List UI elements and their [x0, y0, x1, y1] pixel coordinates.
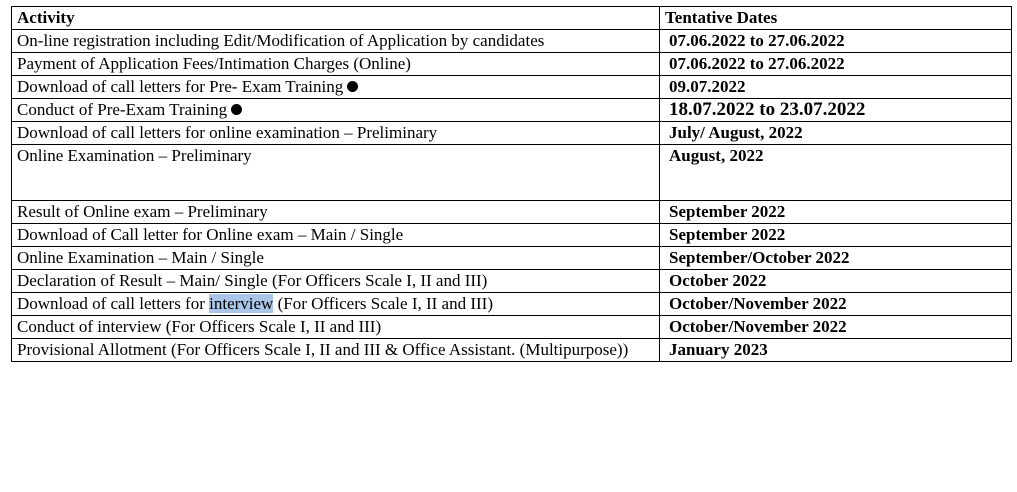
schedule-table [11, 6, 1012, 362]
activity-cell: Declaration of Result – Main/ Single (For Officers Scale I, II and III) [12, 270, 660, 293]
activity-cell: Provisional Allotment (For Officers Scale I, II and III & Office Assistant. (Multipurpose)) [12, 339, 660, 362]
date-cell: January 2023 [660, 339, 1012, 362]
activity-cell: Online Examination – Preliminary [12, 145, 660, 201]
date-cell: October/November 2022 [660, 293, 1012, 316]
table-row [12, 122, 1012, 145]
activity-text: (For Officers Scale I, II and III) [273, 294, 493, 313]
table-row [12, 99, 1012, 122]
date-cell: July/ August, 2022 [660, 122, 1012, 145]
table-row [12, 316, 1012, 339]
activity-cell [12, 76, 660, 99]
table-row [12, 247, 1012, 270]
bullet-icon [231, 104, 242, 115]
table-row [12, 293, 1012, 316]
activity-cell: Online Examination – Main / Single [12, 247, 660, 270]
table-row [12, 76, 1012, 99]
activity-text: Conduct of Pre-Exam Training [17, 100, 228, 119]
activity-cell: Result of Online exam – Preliminary [12, 201, 660, 224]
date-cell: August, 2022 [660, 145, 1012, 201]
activity-cell [12, 293, 660, 316]
table-row [12, 339, 1012, 362]
header-row [12, 7, 1012, 30]
date-cell: 07.06.2022 to 27.06.2022 [660, 30, 1012, 53]
date-cell: September 2022 [660, 201, 1012, 224]
date-cell: 09.07.2022 [660, 76, 1012, 99]
date-cell: September/October 2022 [660, 247, 1012, 270]
activity-cell [12, 99, 660, 122]
table-row [12, 224, 1012, 247]
table-row [12, 201, 1012, 224]
activity-cell: Conduct of interview (For Officers Scale I, II and III) [12, 316, 660, 339]
activity-text: Download of call letters for [17, 294, 210, 313]
table-row [12, 145, 1012, 201]
activity-header: Activity [12, 7, 660, 30]
dates-header: Tentative Dates [660, 7, 1012, 30]
activity-cell: Download of call letters for online examination – Preliminary [12, 122, 660, 145]
date-cell: October 2022 [660, 270, 1012, 293]
table-row [12, 30, 1012, 53]
date-cell: 07.06.2022 to 27.06.2022 [660, 53, 1012, 76]
activity-cell: Payment of Application Fees/Intimation Charges (Online) [12, 53, 660, 76]
date-cell: September 2022 [660, 224, 1012, 247]
activity-cell: Download of Call letter for Online exam – Main / Single [12, 224, 660, 247]
table-row [12, 53, 1012, 76]
table-row [12, 270, 1012, 293]
date-cell: October/November 2022 [660, 316, 1012, 339]
date-cell: 18.07.2022 to 23.07.2022 [660, 99, 1012, 122]
activity-cell: On-line registration including Edit/Modification of Application by candidates [12, 30, 660, 53]
activity-text: Download of call letters for Pre- Exam Training [17, 77, 344, 96]
bullet-icon [347, 81, 358, 92]
search-highlight: interview [209, 294, 274, 313]
